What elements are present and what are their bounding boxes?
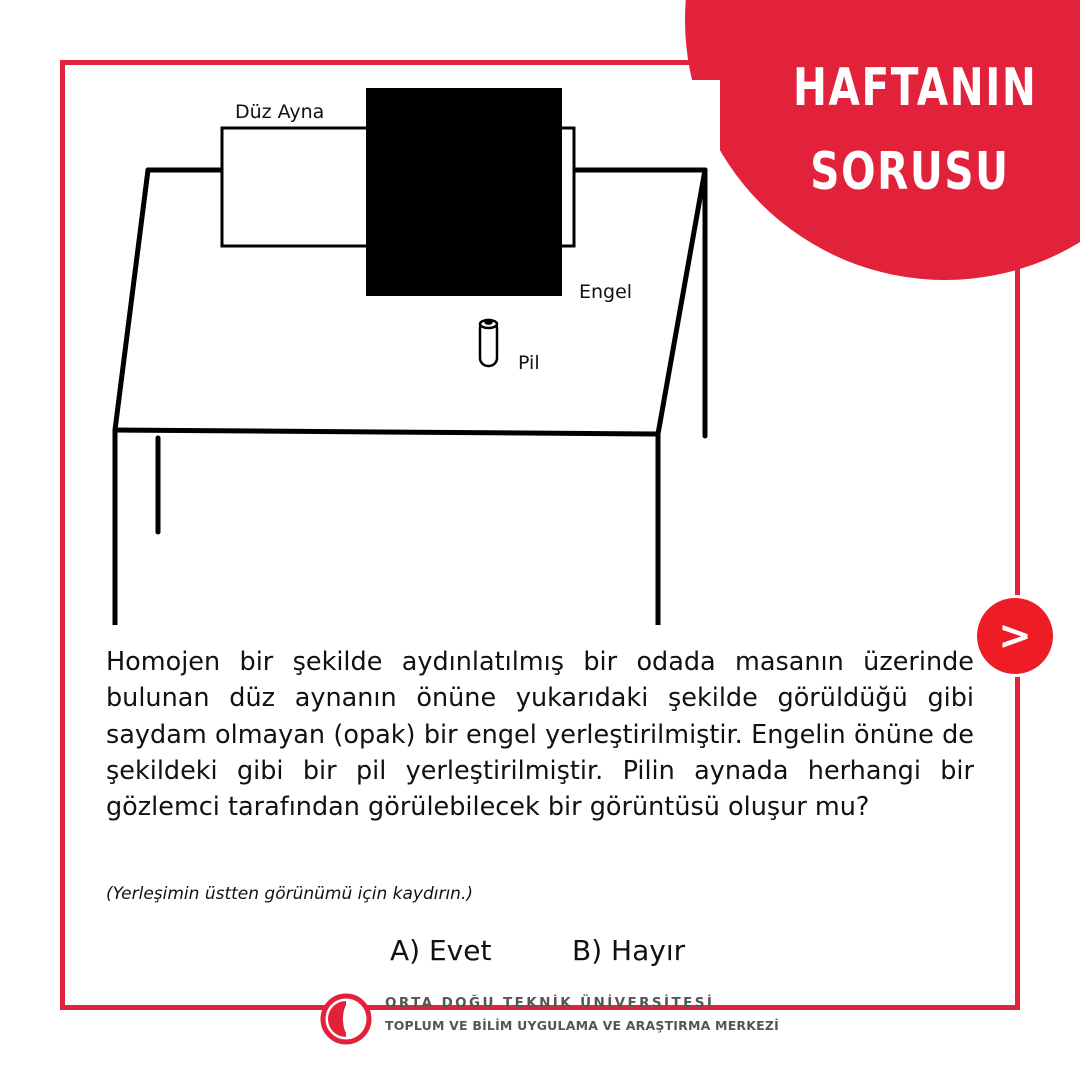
option-a: A) Evet bbox=[390, 934, 492, 967]
table-mirror-drawing bbox=[100, 80, 720, 625]
obstacle-label: Engel bbox=[579, 281, 633, 303]
badge-title-line1: HAFTANIN bbox=[793, 58, 1038, 118]
experiment-figure bbox=[100, 80, 720, 625]
option-b: B) Hayır bbox=[572, 934, 686, 967]
next-slide-button[interactable] bbox=[977, 598, 1053, 674]
battery-shape bbox=[480, 320, 497, 366]
table-edge-right bbox=[658, 170, 705, 434]
question-text: Homojen bir şekilde aydınlatılmış bir odada masanın üzerinde bulunan düz aynanın önüne yukarıdaki şekilde görüldüğü gibi saydam olmayan (opak) bir engel yerleştirilmiştir. Engelin önüne de şekildeki gibi bir pil yerleştirilmiştir. Pilin aynada herhangi bir gözlemci tarafından görülebilecek bir görüntüsü oluşur mu? bbox=[106, 647, 974, 823]
mirror-label: Düz Ayna bbox=[235, 101, 325, 123]
obstacle-shape bbox=[366, 88, 562, 296]
question-hint: (Yerleşimin üstten görünümü için kaydırın.) bbox=[106, 884, 473, 904]
table-edge-left bbox=[115, 170, 148, 430]
university-name: ORTA DOĞU TEKNİK ÜNİVERSİTESİ bbox=[385, 995, 715, 1011]
battery-label: Pil bbox=[518, 352, 540, 374]
center-name: TOPLUM VE BİLİM UYGULAMA VE ARAŞTIRMA MERKEZİ bbox=[385, 1018, 779, 1033]
badge-title-line2: SORUSU bbox=[810, 142, 1010, 202]
table-edge-front bbox=[115, 430, 658, 434]
university-logo-icon bbox=[320, 993, 372, 1045]
chevron-right-icon: > bbox=[998, 613, 1032, 659]
